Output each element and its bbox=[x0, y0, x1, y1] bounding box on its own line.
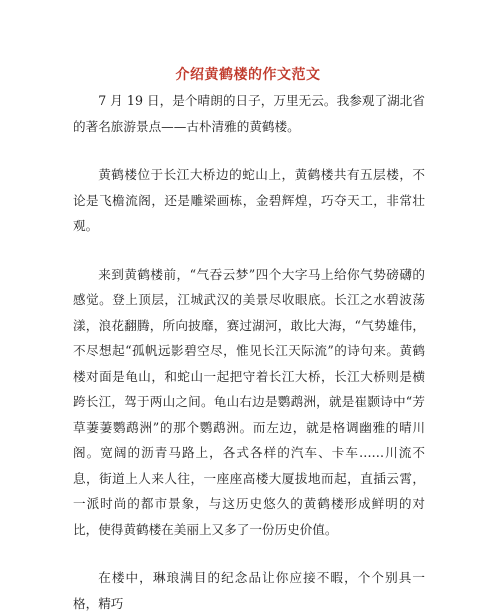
document-body bbox=[73, 88, 425, 616]
paragraph-4: 在楼中，琳琅满目的纪念品让你应接不暇，个个别具一格，精巧 bbox=[73, 570, 425, 611]
paragraph-2: 黄鹤楼位于长江大桥边的蛇山上，黄鹤楼共有五层楼，不论是飞檐流阁，还是雕梁画栋，金碧辉煌，巧夺天工，非常壮观。 bbox=[73, 167, 425, 233]
paragraph-3: 来到黄鹤楼前，“气吞云梦”四个大字马上给你气势磅礴的感觉。登上顶层，江城武汉的美景尽收眼底。长江之水碧波荡漾，浪花翻腾，所向披靡，赛过湖河，敢比大海，“气势雄伟，不尽想起“孤帆远影碧空尽，惟见长江天际流”的诗句来。黄鹤楼对面是龟山，和蛇山一起把守着长江大桥，长江大桥则是横跨长江，驾于两山之间。龟山右边是鹦鹉洲，就是崔颢诗中“芳草萋萋鹦鹉洲”的那个鹦鹉洲。而左边，就是格调幽雅的晴川阁。宽阔的沥青马路上，各式各样的汽车、卡车……川流不息，街道上人来人往，一座座高楼大厦拔地而起，直插云霄，一派时尚的都市景象，与这历史悠久的黄鹤楼形成鲜明的对比，使得黄鹤楼在美丽上又多了一份历史价值。 bbox=[73, 266, 425, 537]
document-title: 介绍黄鹤楼的作文范文 bbox=[175, 67, 321, 83]
paragraph-gap bbox=[73, 139, 425, 162]
paragraph-gap bbox=[73, 239, 425, 262]
paragraph-gap bbox=[73, 542, 425, 565]
paragraph-1: 7 月 19 日，是个晴朗的日子，万里无云。我参观了湖北省的著名旅游景点——古朴清雅的黄鹤楼。 bbox=[73, 93, 425, 134]
